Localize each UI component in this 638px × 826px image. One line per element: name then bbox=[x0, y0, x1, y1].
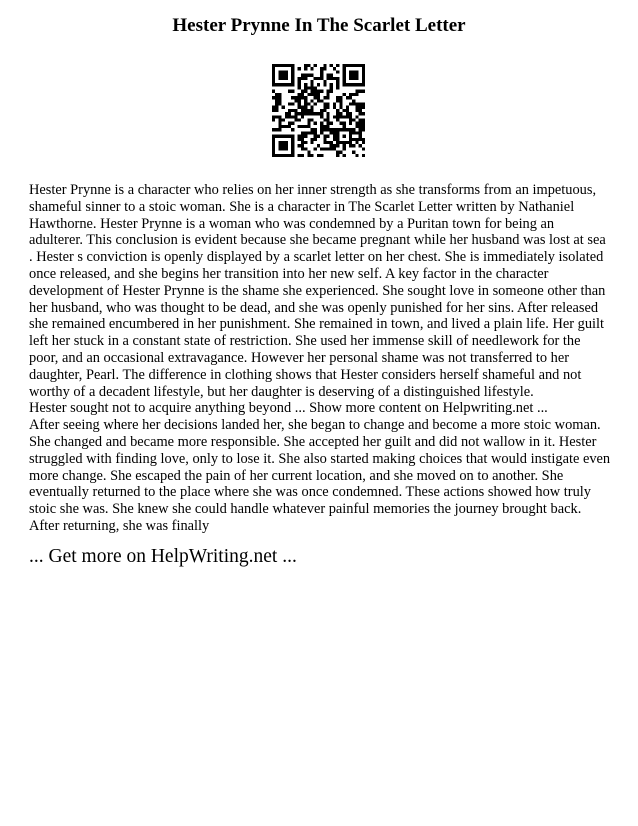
essay-body bbox=[29, 182, 611, 535]
essay-paragraph: After seeing where her decisions landed her, she began to change and become a more stoic woman. She changed and became more responsible. She accepted her guilt and did not wallow in it. Hester struggled with finding love, only to lose it. She also started making choices that would instigate even more change. She escaped the pain of her current location, and she moved on to another. She eventually returned to the place where she was once condemned. These actions showed how truly stoic she was. She knew she could handle whatever painful memories the journey brought back. After returning, she was finally bbox=[29, 417, 611, 534]
show-more-line[interactable]: Hester sought not to acquire anything beyond ... Show more content on Helpwriting.net ... bbox=[29, 400, 548, 417]
qr-code-icon bbox=[272, 64, 365, 157]
page-title: Hester Prynne In The Scarlet Letter bbox=[172, 15, 466, 36]
get-more-link[interactable]: ... Get more on HelpWriting.net ... bbox=[29, 546, 297, 567]
essay-paragraph: Hester Prynne is a character who relies on her inner strength as she transforms from an impetuous, shameful sinner to a stoic woman. She is a character in The Scarlet Letter written by Nathaniel Hawthorne. Hester Prynne is a woman who was condemned by a Puritan town for being an adulterer. This conclusion is evident because she became pregnant while her husband was lost at sea . Hester s conviction is openly displayed by a scarlet letter on her chest. She is immediately isolated once released, and she begins her transition into her new self. A key factor in the character development of Hester Prynne is the shame she experienced. She sought love in someone other than her husband, who was thought to be dead, and she was openly punished for her sins. After released she remained encumbered in her punishment. She remained in town, and lived a plain life. Her guilt left her stuck in a constant state of restriction. She used her immense skill of needlework for the poor, and an occasional extravagance. However her personal shame was not transferred to her daughter, Pearl. The difference in clothing shows that Hester considers herself shameful and not worthy of a decadent lifestyle, but her daughter is deserving of a distinguished lifestyle. bbox=[29, 182, 606, 400]
